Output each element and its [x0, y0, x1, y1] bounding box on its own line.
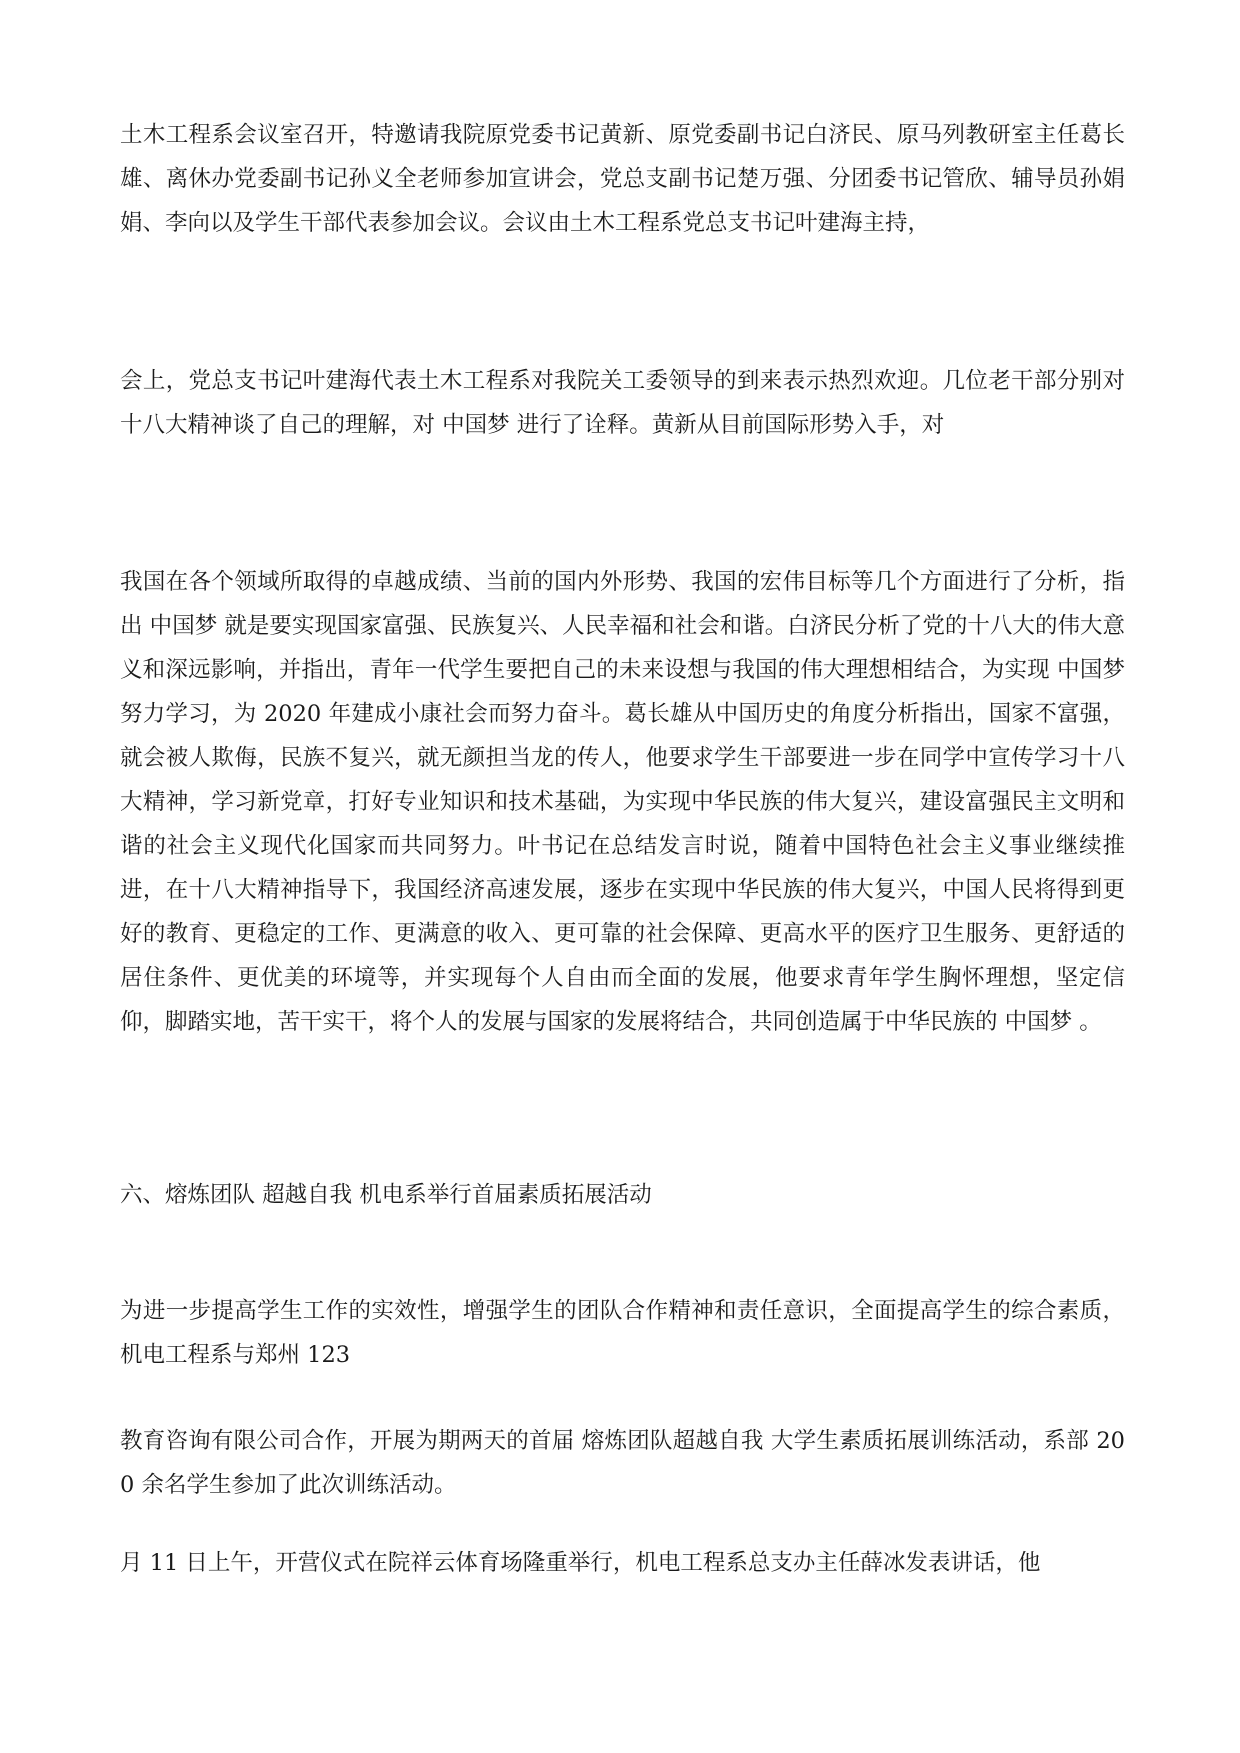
section-heading-team-building: 六、熔炼团队 超越自我 机电系举行首届素质拓展活动 — [120, 1182, 652, 1208]
paragraph-china-dream-speeches: 我国在各个领域所取得的卓越成绩、当前的国内外形势、我国的宏伟目标等几个方面进行了分析，指出 中国梦 就是要实现国家富强、民族复兴、人民幸福和社会和谐。白济民分析了党的十八大的伟大意义和深远影响，并指出，青年一代学生要把自己的未来设想与我国的伟大理想相结合，为实现 中国梦 努力学习，为 2020 年建成小康社会而努力奋斗。葛长雄从中国历史的角度分析指出，国家不富强，就会被人欺侮，民族不复兴，就无颜担当龙的传人，他要求学生干部要进一步在同学中宣传学习十八大精神，学习新党章，打好专业知识和技术基础，为实现中华民族的伟大复兴，建设富强民主文明和谐的社会主义现代化国家而共同努力。叶书记在总结发言时说，随着中国特色社会主义事业继续推进，在十八大精神指导下，我国经济高速发展，逐步在实现中华民族的伟大复兴，中国人民将得到更好的教育、更稳定的工作、更满意的收入、更可靠的社会保障、更高水平的医疗卫生服务、更舒适的居住条件、更优美的环境等，并实现每个人自由而全面的发展，他要求青年学生胸怀理想，坚定信仰，脚踏实地，苦干实干，将个人的发展与国家的发展将结合，共同创造属于中华民族的 中国梦 。 — [120, 569, 1125, 1035]
paragraph-opening-ceremony: 月 11 日上午，开营仪式在院祥云体育场隆重举行，机电工程系总支办主任薛冰发表讲话，他 — [120, 1550, 1041, 1576]
paragraph-civil-engineering-meeting: 土木工程系会议室召开，特邀请我院原党委书记黄新、原党委副书记白济民、原马列教研室主任葛长雄、离休办党委副书记孙义全老师参加宣讲会，党总支副书记楚万强、分团委书记管欣、辅导员孙娟娟、李向以及学生干部代表参加会议。会议由土木工程系党总支书记叶建海主持， — [120, 122, 1125, 236]
paragraph-meeting-welcome: 会上，党总支书记叶建海代表土木工程系对我院关工委领导的到来表示热烈欢迎。几位老干部分别对十八大精神谈了自己的理解，对 中国梦 进行了诠释。黄新从目前国际形势入手，对 — [120, 368, 1125, 438]
paragraph-team-building-cooperation: 教育咨询有限公司合作，开展为期两天的首届 熔炼团队超越自我 大学生素质拓展训练活动，系部 200 余名学生参加了此次训练活动。 — [120, 1428, 1125, 1498]
paragraph-team-building-purpose: 为进一步提高学生工作的实效性，增强学生的团队合作精神和责任意识，全面提高学生的综合素质，机电工程系与郑州 123 — [120, 1298, 1125, 1368]
